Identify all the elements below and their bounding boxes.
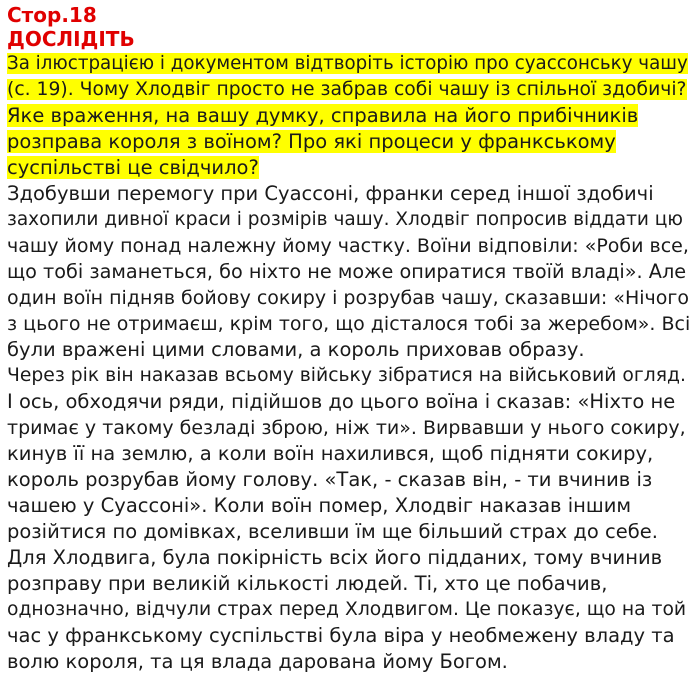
answer-line: кинув її на землю, а коли воїн нахилився, щоб підняти сокиру, bbox=[7, 442, 654, 465]
question-line-text: розправа короля з воїном? Про які процеси у франкському bbox=[7, 130, 616, 153]
question-line bbox=[7, 51, 691, 77]
answer-line: розправу при великій кількості людей. Ті, хто це побачив, bbox=[7, 572, 608, 595]
answer-line: волю короля, та ця влада дарована йому Богом. bbox=[7, 650, 508, 673]
question-line bbox=[7, 155, 691, 181]
question-line-text: суспільстві це свідчило? bbox=[7, 156, 259, 179]
question-line bbox=[7, 129, 691, 155]
answer-line: І ось, обходячи ряди, підійшов до цього воїна і сказав: «Ніхто не bbox=[7, 390, 676, 413]
question-line bbox=[7, 77, 691, 103]
answer-line: один воїн підняв бойову сокиру і розрубав чашу, сказавши: «Нічого bbox=[7, 287, 690, 309]
question-line-text: (с. 19). Чому Хлодвіг просто не забрав собі чашу із спільної здобичі? bbox=[7, 79, 687, 100]
answer-line: з цього не отримаєш, крім того, що дісталося тобі за жеребом». Всі bbox=[7, 313, 691, 335]
section-title: ДОСЛІДІТЬ bbox=[7, 27, 135, 51]
answer-line: Через рік він наказав всьому війську зібратися на військовий огляд. bbox=[7, 365, 686, 386]
answer-line: розійтися по домівках, вселивши їм ще більший страх до себе. bbox=[7, 520, 658, 543]
answer-line: чашею у Суассоні». Коли воїн помер, Хлодвіг наказав іншим bbox=[7, 494, 632, 517]
answer-line: захопили дивної краси і розмірів чашу. Хлодвіг попросив віддати цю bbox=[7, 209, 683, 230]
question-block bbox=[7, 51, 691, 181]
answer-line: чашу йому понад належну йому частку. Воїни відповіли: «Роби все, bbox=[7, 235, 689, 257]
answer-line: що тобі заманеться, бо ніхто не може опиратися твоїй владі». Але bbox=[7, 260, 687, 283]
page-label: Стор.18 bbox=[7, 3, 97, 27]
question-line-text: За ілюстрацією і документом відтворіть історію про суассонську чашу bbox=[7, 53, 688, 74]
question-line-text: Яке враження, на вашу думку, справила на його прибічників bbox=[7, 104, 639, 127]
answer-line: однозначно, відчули страх перед Хлодвигом. Це показує, що на той bbox=[7, 599, 687, 620]
answer-line: час у франкському суспільстві була віра у необмежену владу та bbox=[7, 624, 675, 647]
document-page bbox=[7, 3, 691, 675]
answer-line: тримає у такому безладі зброю, ніж ти». Вирвавши у нього сокиру, bbox=[7, 417, 686, 439]
question-line bbox=[7, 103, 691, 129]
answer-line: були вражені цими словами, а король приховав образу. bbox=[7, 338, 585, 361]
answer-line: Для Хлодвига, була покірність всіх його підданих, тому вчинив bbox=[7, 546, 663, 569]
answer-line: король розрубав йому голову. «Так, - сказав він, - ти вчинив із bbox=[7, 468, 653, 491]
answer-line: Здобувши перемогу при Суассоні, франки серед іншої здобичі bbox=[7, 182, 654, 205]
answer-block bbox=[7, 181, 691, 675]
